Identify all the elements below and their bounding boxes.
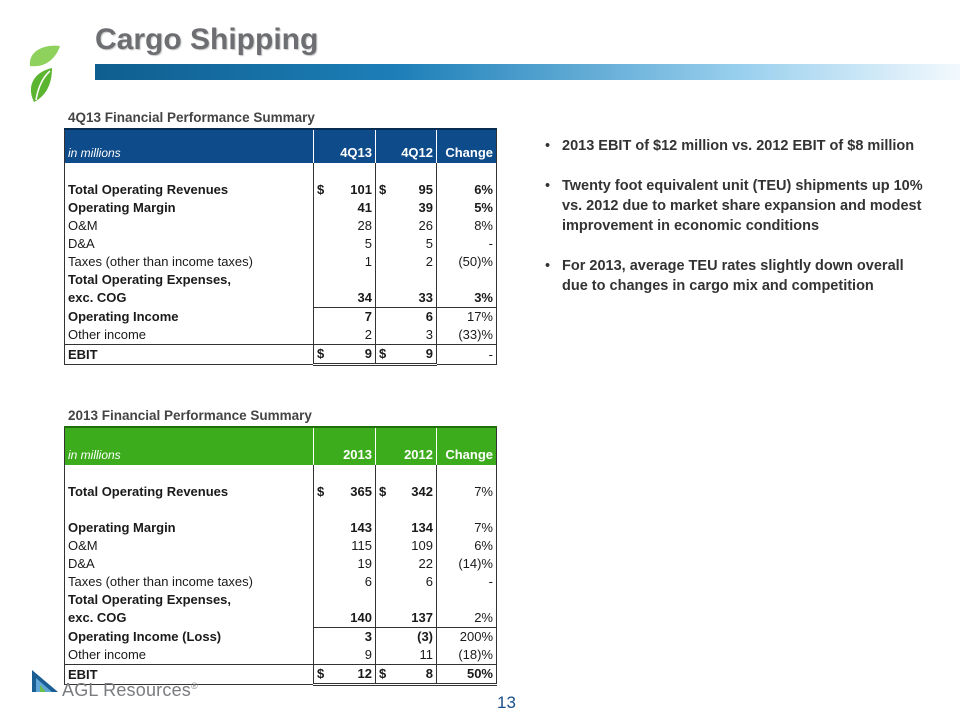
header-col-b: 2012 (376, 427, 437, 465)
cell-value: 2 (314, 326, 376, 345)
cell-value: 8 (425, 666, 433, 681)
table-row (65, 326, 497, 345)
table-row (65, 519, 497, 537)
table-row (65, 199, 497, 217)
header-label: in millions (65, 427, 314, 465)
cell-value: 2 (376, 253, 437, 271)
row-label: EBIT (65, 345, 314, 365)
cell-change: 8% (437, 217, 497, 235)
cell-value: 9 (314, 646, 376, 665)
cell-value: 39 (376, 199, 437, 217)
bullet-dot-icon: • (545, 138, 551, 154)
list-item (540, 176, 926, 236)
dollar-sign: $ (317, 484, 325, 499)
cell-value: 342 (411, 484, 433, 499)
cell-change: 2% (437, 609, 497, 628)
cell-change: - (437, 345, 497, 365)
table-row (65, 235, 497, 253)
cell-value: 5 (314, 235, 376, 253)
cell-change: 5% (437, 199, 497, 217)
bullet-dot-icon: • (545, 178, 551, 194)
cell-value: 6 (376, 573, 437, 591)
header-col-c: Change (437, 129, 497, 163)
row-label: Taxes (other than income taxes) (68, 574, 253, 589)
cell-change: 3% (437, 289, 497, 308)
financial-table (64, 426, 497, 686)
cell-value: 1 (314, 253, 376, 271)
table-4q13-summary (64, 108, 496, 366)
cell-value: 140 (314, 609, 376, 628)
row-label: exc. COG (68, 290, 127, 306)
row-label: exc. COG (68, 610, 127, 626)
page-title: Cargo Shipping (95, 23, 319, 56)
cell-value: 115 (314, 537, 376, 555)
table-row (65, 628, 497, 647)
table-2013-summary (64, 406, 496, 686)
row-label: Other income (68, 327, 147, 342)
cell-change: - (437, 235, 497, 253)
header-col-b: 4Q12 (376, 129, 437, 163)
cell-change: 50% (437, 665, 497, 685)
cell-value: (3) (376, 628, 437, 647)
row-label: Other income (68, 647, 147, 662)
cell-value: 12 (357, 666, 372, 681)
cell-value: 143 (314, 519, 376, 537)
table-row (65, 345, 497, 365)
cell-change: 17% (437, 308, 497, 327)
table-row (65, 573, 497, 591)
cell-value: 7 (314, 308, 376, 327)
registered-mark: ® (191, 681, 198, 691)
table-row (65, 308, 497, 327)
cell-value: 5 (376, 235, 437, 253)
cell-change: 6% (437, 181, 497, 199)
dollar-sign: $ (379, 484, 387, 499)
table-title: 4Q13 Financial Performance Summary (68, 110, 315, 125)
row-label: Operating Income (68, 308, 179, 324)
financial-table (64, 128, 497, 366)
cell-change: (14)% (437, 555, 497, 573)
bullet-dot-icon: • (545, 258, 551, 274)
table-row (65, 217, 497, 235)
row-label: D&A (68, 556, 95, 571)
header-col-a: 2013 (314, 427, 376, 465)
cell-value: 101 (350, 182, 372, 197)
dollar-sign: $ (317, 666, 325, 681)
cell-value: 137 (376, 609, 437, 628)
cell-value: 95 (418, 182, 433, 197)
cell-change: 6% (437, 537, 497, 555)
row-label-line1: Total Operating Expenses, (68, 592, 232, 607)
table-header-row (65, 427, 497, 465)
cell-value: 19 (314, 555, 376, 573)
cell-value: 11 (376, 646, 437, 665)
cell-change: (33)% (437, 326, 497, 345)
row-label-line1: Total Operating Expenses, (68, 272, 232, 287)
table-row (65, 537, 497, 555)
list-item (540, 136, 926, 156)
table-row (65, 271, 497, 289)
table-row (65, 591, 497, 609)
header-label: in millions (65, 129, 314, 163)
bullet-text: 2013 EBIT of $12 million vs. 2012 EBIT of $8 million (562, 138, 915, 154)
cell-change: (50)% (437, 253, 497, 271)
cell-value: 3 (314, 628, 376, 647)
dollar-sign: $ (379, 666, 387, 681)
cell-change: 7% (437, 483, 497, 501)
table-header-row (65, 129, 497, 163)
table-row (65, 646, 497, 665)
dollar-sign: $ (317, 182, 325, 197)
row-label: Total Operating Revenues (68, 484, 229, 499)
cell-value: 109 (376, 537, 437, 555)
row-label: Taxes (other than income taxes) (68, 254, 253, 269)
cell-value: 9 (364, 346, 372, 361)
cell-change: - (437, 573, 497, 591)
title-gradient-bar (95, 64, 960, 80)
cell-value: 26 (376, 217, 437, 235)
table-row (65, 289, 497, 308)
row-label: O&M (68, 538, 98, 553)
bullet-text: For 2013, average TEU rates slightly down overall due to changes in cargo mix and competition (562, 258, 904, 294)
cell-change: (18)% (437, 646, 497, 665)
cell-value: 22 (376, 555, 437, 573)
row-label: EBIT (65, 665, 314, 685)
cell-change: 200% (437, 628, 497, 647)
row-label: Total Operating Revenues (68, 182, 229, 197)
cell-value: 365 (350, 484, 372, 499)
cell-value: 134 (376, 519, 437, 537)
list-item (540, 256, 926, 296)
cell-value: 41 (314, 199, 376, 217)
dollar-sign: $ (379, 346, 387, 361)
row-label: Operating Margin (68, 200, 176, 215)
bullet-list (540, 136, 926, 316)
row-label: Operating Margin (68, 520, 176, 535)
table-title: 2013 Financial Performance Summary (68, 408, 312, 423)
cell-value: 34 (314, 289, 376, 308)
cell-change: 7% (437, 519, 497, 537)
table-row (65, 555, 497, 573)
header-col-c: Change (437, 427, 497, 465)
agl-logo-icon (30, 668, 60, 694)
bullet-text: Twenty foot equivalent unit (TEU) shipments up 10% vs. 2012 due to market share expansion and modest improvement in economic conditions (562, 178, 923, 234)
table-row (65, 181, 497, 199)
table-row (65, 609, 497, 628)
row-label: O&M (68, 218, 98, 233)
row-label: Operating Income (Loss) (68, 628, 222, 644)
header-col-a: 4Q13 (314, 129, 376, 163)
dollar-sign: $ (379, 182, 387, 197)
cell-value: 6 (314, 573, 376, 591)
cell-value: 33 (376, 289, 437, 308)
leaf-logo-icon (24, 44, 74, 106)
company-name: AGL Resources® (62, 680, 198, 700)
cell-value: 6 (376, 308, 437, 327)
row-label: D&A (68, 236, 95, 251)
cell-value: 9 (425, 346, 433, 361)
dollar-sign: $ (317, 346, 325, 361)
table-row (65, 483, 497, 501)
page-number: 13 (497, 693, 516, 712)
cell-value: 28 (314, 217, 376, 235)
table-row (65, 253, 497, 271)
cell-value: 3 (376, 326, 437, 345)
